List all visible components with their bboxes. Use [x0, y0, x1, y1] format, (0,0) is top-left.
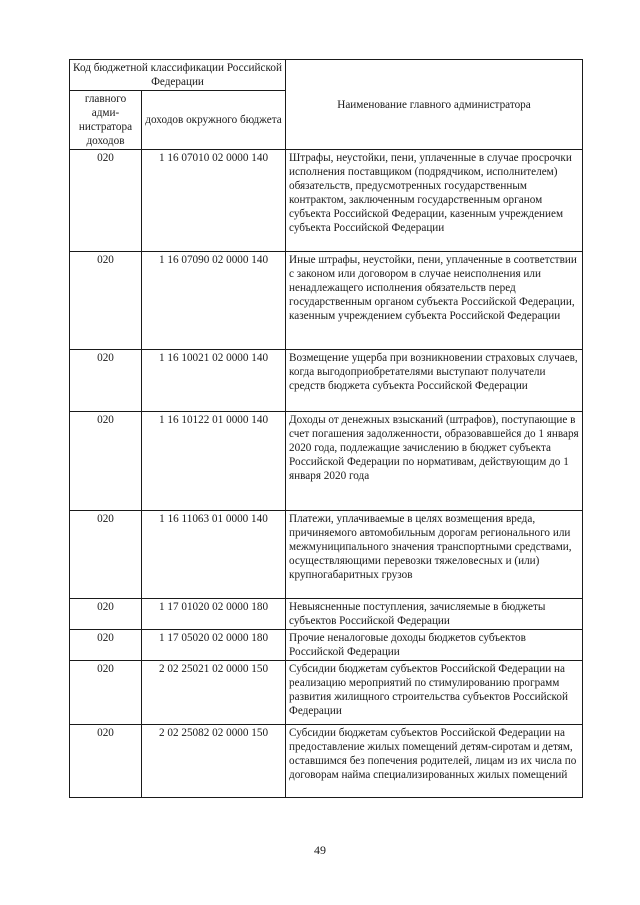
table-row — [70, 350, 583, 412]
admin-code-cell: 020 — [70, 599, 142, 630]
budget-code-cell: 1 17 01020 02 0000 180 — [142, 599, 286, 630]
administrator-name-cell: Субсидии бюджетам субъектов Российской Федерации на предоставление жилых помещений детям-сиротам и детям, оставшимся без попечения родителей, лицам из их числа по договорам найма специализированных жилых помещений — [286, 725, 583, 798]
table-row — [70, 252, 583, 350]
administrator-name-cell: Штрафы, неустойки, пени, уплаченные в случае просрочки исполнения поставщиком (подрядчиком, исполнителем) обязательств, предусмотренных государственным контрактом, заключенным государственным органом субъекта Российской Федерации, казенным учреждением субъекта Российской Федерации — [286, 150, 583, 252]
table-row — [70, 412, 583, 511]
budget-code-cell: 2 02 25021 02 0000 150 — [142, 661, 286, 725]
budget-classification-table — [69, 59, 583, 798]
header-row-group — [70, 60, 583, 91]
administrator-name-cell: Субсидии бюджетам субъектов Российской Федерации на реализацию мероприятий по стимулированию программ развития жилищного строительства субъектов Российской Федерации — [286, 661, 583, 725]
table-row — [70, 150, 583, 252]
admin-code-cell: 020 — [70, 630, 142, 661]
budget-code-cell: 1 16 11063 01 0000 140 — [142, 511, 286, 599]
budget-code-cell: 1 16 10021 02 0000 140 — [142, 350, 286, 412]
administrator-name-cell: Платежи, уплачиваемые в целях возмещения вреда, причиняемого автомобильным дорогам регионального или межмуниципального значения транспортными средствами, осуществляющими перевозки тяжеловесных и (или) крупногабаритных грузов — [286, 511, 583, 599]
table-row — [70, 511, 583, 599]
table-row — [70, 725, 583, 798]
header-col-income: доходов окружного бюджета — [142, 91, 286, 150]
admin-code-cell: 020 — [70, 725, 142, 798]
administrator-name-cell: Невыясненные поступления, зачисляемые в бюджеты субъектов Российской Федерации — [286, 599, 583, 630]
administrator-name-cell: Доходы от денежных взысканий (штрафов), поступающие в счет погашения задолженности, образовавшейся до 1 января 2020 года, подлежащие зачислению в бюджет субъекта Российской Федерации по нормативам, действующим до 1 января 2020 года — [286, 412, 583, 511]
budget-code-cell: 1 16 07010 02 0000 140 — [142, 150, 286, 252]
admin-code-cell: 020 — [70, 150, 142, 252]
admin-code-cell: 020 — [70, 412, 142, 511]
table-row — [70, 630, 583, 661]
header-col-admin: главного адми-нистратора доходов — [70, 91, 142, 150]
budget-code-cell: 1 16 07090 02 0000 140 — [142, 252, 286, 350]
table-row — [70, 599, 583, 630]
header-group-title: Код бюджетной классификации Российской Федерации — [70, 60, 286, 91]
admin-code-cell: 020 — [70, 252, 142, 350]
administrator-name-cell: Прочие неналоговые доходы бюджетов субъектов Российской Федерации — [286, 630, 583, 661]
budget-code-cell: 2 02 25082 02 0000 150 — [142, 725, 286, 798]
administrator-name-cell: Иные штрафы, неустойки, пени, уплаченные в соответствии с законом или договором в случае неисполнения или ненадлежащего исполнения обязательств перед государственным органом субъекта Российской Федерации, казенным учреждением субъекта Российской Федерации — [286, 252, 583, 350]
table-row — [70, 661, 583, 725]
admin-code-cell: 020 — [70, 350, 142, 412]
header-col-name: Наименование главного администратора — [286, 60, 583, 150]
budget-code-cell: 1 16 10122 01 0000 140 — [142, 412, 286, 511]
administrator-name-cell: Возмещение ущерба при возникновении страховых случаев, когда выгодоприобретателями выступают получатели средств бюджета субъекта Российской Федерации — [286, 350, 583, 412]
page-number: 49 — [314, 843, 326, 857]
admin-code-cell: 020 — [70, 661, 142, 725]
admin-code-cell: 020 — [70, 511, 142, 599]
budget-code-cell: 1 17 05020 02 0000 180 — [142, 630, 286, 661]
